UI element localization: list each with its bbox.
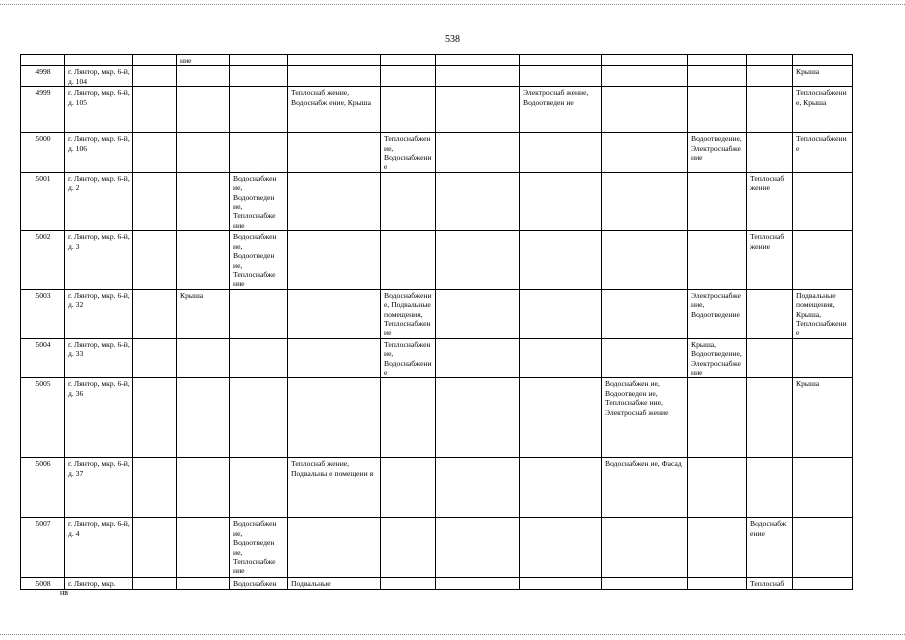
table-cell: [230, 458, 288, 518]
address-cell: г. Лянтор, мкр. 6-й, д. 104: [65, 66, 133, 87]
table-cell: Крыша: [793, 66, 853, 87]
table-row: [21, 231, 853, 289]
table-cell: [133, 458, 177, 518]
table-cell: Теплоснаб жение, Водоснабж ение, Крыша: [288, 87, 381, 133]
table-cell: [747, 55, 793, 66]
table-cell: [602, 66, 688, 87]
table-cell: [602, 87, 688, 133]
table-cell: [688, 578, 747, 589]
row-number-cell: [21, 55, 65, 66]
table-cell: Водоснабжен ие, Водоотведен ие, Теплоснабже ние, Электроснаб жение: [602, 378, 688, 458]
scan-edge-top: [0, 4, 905, 6]
table-cell: Водоснабжен ие, Водоотведен ие, Теплоснабже ние: [230, 172, 288, 230]
table-body: [21, 55, 853, 590]
table-cell: [230, 289, 288, 338]
table-cell: [288, 133, 381, 173]
row-number-cell: 5007: [21, 518, 65, 578]
table-cell: [436, 378, 520, 458]
table-row: [21, 378, 853, 458]
table-cell: [602, 578, 688, 589]
table-cell: [177, 87, 230, 133]
table-cell: [288, 289, 381, 338]
table-cell: [230, 55, 288, 66]
table-cell: [288, 55, 381, 66]
table-cell: [230, 133, 288, 173]
table-cell: Теплоснабжение, Водоснабжение: [381, 338, 436, 378]
table-cell: [381, 231, 436, 289]
table-cell: [793, 518, 853, 578]
row-number-cell: 5005: [21, 378, 65, 458]
address-cell: г. Лянтор, мкр. 6-й, д. 3: [65, 231, 133, 289]
table-cell: Водоснабжение, Подвальные помещения, Теплоснабжение: [381, 289, 436, 338]
table-cell: Водоотведение, Электроснабжение: [688, 133, 747, 173]
table-cell: [133, 578, 177, 589]
table-cell: [133, 172, 177, 230]
page-number: 538: [445, 34, 460, 45]
address-cell: г. Лянтор, мкр. 6-й, д. 36: [65, 378, 133, 458]
table-cell: [133, 518, 177, 578]
row-number-cell: 5000: [21, 133, 65, 173]
table-cell: [793, 578, 853, 589]
table-cell: Теплоснабжение: [793, 133, 853, 173]
address-cell: г. Лянтор, мкр. 6-й, д. 37: [65, 458, 133, 518]
table-cell: [436, 289, 520, 338]
table-cell: [133, 231, 177, 289]
table-cell: [436, 172, 520, 230]
table-cell: [747, 458, 793, 518]
table-cell: [520, 518, 602, 578]
row-number-cell: 5006: [21, 458, 65, 518]
footer-mark: нв: [60, 588, 69, 597]
table-cell: [688, 55, 747, 66]
table-cell: [747, 338, 793, 378]
table-cell: [436, 231, 520, 289]
table-cell: [688, 458, 747, 518]
table-row: [21, 518, 853, 578]
table-row: [21, 289, 853, 338]
table-cell: [793, 338, 853, 378]
table-cell: [436, 55, 520, 66]
table-cell: [436, 133, 520, 173]
table-cell: [177, 378, 230, 458]
table-cell: Теплоснаб: [747, 578, 793, 589]
table-cell: [688, 231, 747, 289]
row-number-cell: 4998: [21, 66, 65, 87]
table-cell: [133, 378, 177, 458]
row-number-cell: 5004: [21, 338, 65, 378]
table-cell: [688, 518, 747, 578]
table-cell: [230, 378, 288, 458]
table-cell: [602, 338, 688, 378]
table-cell: [520, 231, 602, 289]
table-cell: [688, 378, 747, 458]
table-cell: [436, 66, 520, 87]
table-header-fragment-row: [21, 55, 853, 66]
registry-table: [20, 54, 853, 590]
table-cell: [288, 518, 381, 578]
table-row: [21, 578, 853, 589]
row-number-cell: 4999: [21, 87, 65, 133]
table-cell: [288, 172, 381, 230]
table-cell: Подвальные помещения, Крыша, Теплоснабжение: [793, 289, 853, 338]
table-cell: [381, 172, 436, 230]
scan-edge-bottom: [0, 634, 905, 636]
table-cell: [436, 458, 520, 518]
table-row: [21, 338, 853, 378]
table-cell: [177, 578, 230, 589]
table-cell: Теплоснаб жение, Подвальны е помещени я: [288, 458, 381, 518]
table-cell: [688, 172, 747, 230]
table-cell: Водоснабжен ие, Фасад: [602, 458, 688, 518]
table-cell: [747, 289, 793, 338]
table-cell: [520, 578, 602, 589]
table-cell: [793, 231, 853, 289]
table-cell: [288, 338, 381, 378]
table-row: [21, 133, 853, 173]
address-cell: [65, 55, 133, 66]
table-container: [20, 54, 852, 589]
row-number-cell: 5008: [21, 578, 65, 589]
row-number-cell: 5002: [21, 231, 65, 289]
table-cell: Подвальные: [288, 578, 381, 589]
table-cell: Водоснабжен ие, Водоотведен ие, Теплоснабже ние: [230, 231, 288, 289]
table-cell: [793, 458, 853, 518]
table-cell: Водоснабж ение: [747, 518, 793, 578]
address-cell: г. Лянтор, мкр. 6-й, д. 4: [65, 518, 133, 578]
table-cell: [177, 172, 230, 230]
table-cell: [520, 289, 602, 338]
address-cell: г. Лянтор, мкр. 6-й, д. 2: [65, 172, 133, 230]
table-cell: [288, 66, 381, 87]
table-cell: [602, 289, 688, 338]
table-cell: [688, 87, 747, 133]
table-cell: [520, 378, 602, 458]
table-cell: [177, 133, 230, 173]
table-row: [21, 87, 853, 133]
address-cell: г. Лянтор, мкр. 6-й, д. 105: [65, 87, 133, 133]
table-cell: [381, 66, 436, 87]
table-cell: [520, 172, 602, 230]
table-cell: Теплоснабжение, Крыша: [793, 87, 853, 133]
table-cell: [177, 458, 230, 518]
table-cell: [520, 458, 602, 518]
table-cell: [381, 378, 436, 458]
table-cell: [381, 578, 436, 589]
table-cell: Водоснабжен ие, Водоотведен ие, Теплоснабже ние: [230, 518, 288, 578]
table-cell: [602, 133, 688, 173]
table-cell: [133, 338, 177, 378]
table-cell: [602, 172, 688, 230]
table-cell: [133, 66, 177, 87]
table-cell: ние: [177, 55, 230, 66]
table-cell: [747, 87, 793, 133]
table-cell: Крыша: [793, 378, 853, 458]
table-cell: [381, 458, 436, 518]
table-cell: [436, 87, 520, 133]
table-cell: [177, 231, 230, 289]
table-cell: Крыша, Водоотведение, Электроснабжение: [688, 338, 747, 378]
table-cell: [436, 578, 520, 589]
table-cell: [133, 55, 177, 66]
table-cell: [133, 87, 177, 133]
table-row: [21, 172, 853, 230]
table-cell: Теплоснабжение, Водоснабжение: [381, 133, 436, 173]
table-cell: [133, 289, 177, 338]
table-cell: [688, 66, 747, 87]
table-cell: [381, 55, 436, 66]
table-cell: [230, 338, 288, 378]
table-cell: [436, 338, 520, 378]
table-cell: [520, 133, 602, 173]
table-cell: [602, 231, 688, 289]
table-cell: Электроснаб жение, Водоотведен ие: [520, 87, 602, 133]
address-cell: г. Лянтор, мкр. 6-й, д. 32: [65, 289, 133, 338]
table-cell: Электроснабжение, Водоотведение: [688, 289, 747, 338]
table-cell: [520, 55, 602, 66]
table-row: [21, 66, 853, 87]
table-cell: Водоснабжен: [230, 578, 288, 589]
table-cell: [436, 518, 520, 578]
table-cell: [602, 55, 688, 66]
table-cell: [520, 338, 602, 378]
table-cell: [747, 66, 793, 87]
address-cell: г. Лянтор, мкр. 6-й, д. 33: [65, 338, 133, 378]
table-cell: [230, 66, 288, 87]
table-cell: [133, 133, 177, 173]
address-cell: г. Лянтор, мкр.: [65, 578, 133, 589]
table-cell: [747, 378, 793, 458]
row-number-cell: 5003: [21, 289, 65, 338]
table-cell: Крыша: [177, 289, 230, 338]
table-cell: Теплоснаб жение: [747, 231, 793, 289]
table-cell: [520, 66, 602, 87]
table-row: [21, 458, 853, 518]
table-cell: Теплоснаб жение: [747, 172, 793, 230]
row-number-cell: 5001: [21, 172, 65, 230]
table-cell: [177, 66, 230, 87]
table-cell: [793, 172, 853, 230]
table-cell: [602, 518, 688, 578]
table-cell: [793, 55, 853, 66]
table-cell: [288, 231, 381, 289]
table-cell: [381, 518, 436, 578]
table-cell: [288, 378, 381, 458]
address-cell: г. Лянтор, мкр. 6-й, д. 106: [65, 133, 133, 173]
table-cell: [177, 338, 230, 378]
table-cell: [747, 133, 793, 173]
table-cell: [177, 518, 230, 578]
table-cell: [230, 87, 288, 133]
table-cell: [381, 87, 436, 133]
